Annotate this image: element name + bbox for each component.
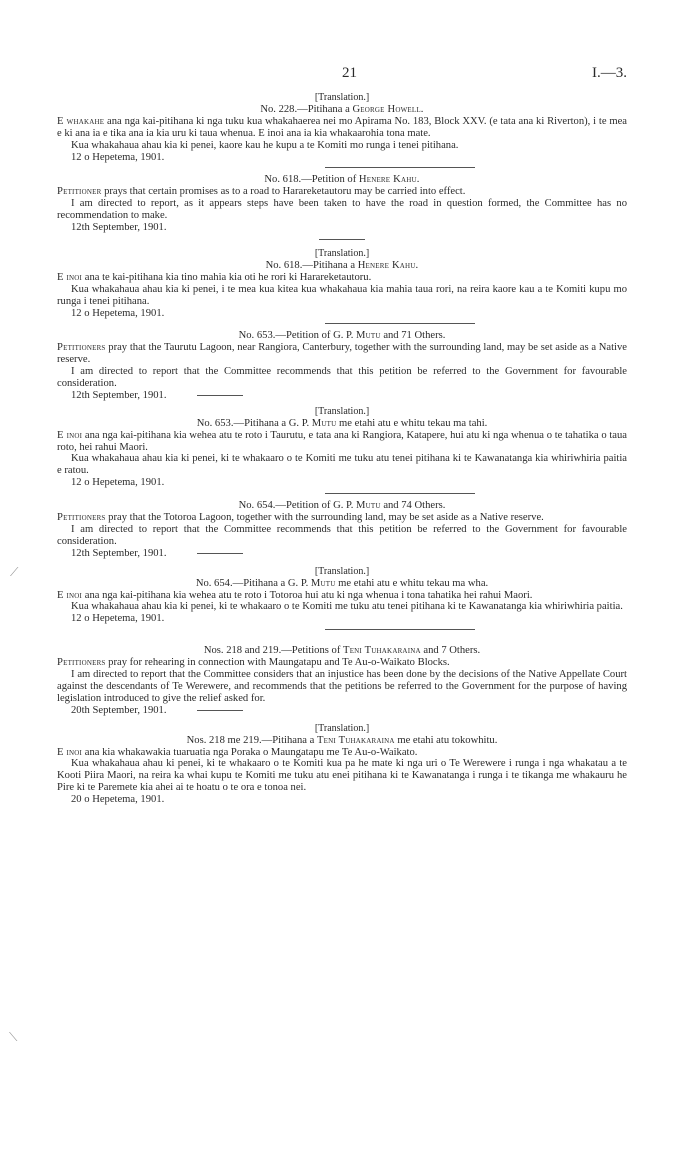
section-218-219-translation: [57, 723, 627, 806]
title-name: George Howell.: [352, 103, 424, 115]
petition-body: [57, 430, 627, 454]
section-title: [57, 578, 627, 590]
translation-label: [Translation.]: [314, 92, 370, 103]
title-prefix: Nos. 218 me 219.—Pitihana a: [186, 734, 315, 746]
title-prefix: No. 618.—Petition of: [264, 174, 357, 186]
title-name: Henere Kahu.: [357, 259, 419, 271]
report-date: 12 o Hepetema, 1901.: [71, 307, 165, 319]
section-divider: [325, 629, 475, 630]
date-text: 12th September, 1901.: [71, 389, 167, 401]
petition-body: [57, 272, 627, 284]
section-653: [57, 330, 627, 401]
section-218-219: [57, 645, 627, 716]
translation-divider: [197, 553, 243, 554]
date-text: 12 o Hepetema, 1901.: [71, 151, 165, 163]
body-text: pray for rehearing in connection with Maungatapu and Te Au-o-Waikato Blocks.: [105, 657, 450, 669]
translation-label: [Translation.]: [314, 722, 370, 734]
lead-word: Petitioners: [57, 512, 106, 524]
petition-body: [57, 186, 627, 198]
petition-body: [57, 512, 627, 524]
lead-word: E inoi: [57, 589, 83, 601]
title-suffix: me etahi atu e whitu tekau ma tahi.: [339, 417, 488, 429]
translation-divider: [319, 239, 365, 240]
section-title: [57, 418, 627, 430]
translation-divider: [197, 395, 243, 396]
title-name: Mutu: [356, 500, 381, 512]
title-prefix: Nos. 218 and 219.—Petitions of: [203, 645, 341, 657]
report-date: 12th September, 1901.: [71, 222, 167, 234]
section-title: [57, 645, 627, 657]
translation-label: [Translation.]: [314, 247, 370, 259]
title-prefix: No. 653.—Pitihana a G. P.: [196, 417, 310, 429]
body-text: pray that the Totoroa Lagoon, together with the surrounding land, may be set aside as a Native reserve.: [105, 512, 544, 524]
margin-mark: ⟋: [10, 565, 19, 579]
translation-label: [Translation.]: [314, 565, 370, 577]
lead-word: Petitioner: [57, 186, 102, 198]
report-date: [57, 548, 627, 560]
petition-body: [57, 116, 627, 140]
section-228-translation: [57, 92, 627, 163]
title-suffix: and 74 Others.: [383, 500, 446, 512]
title-name: Mutu: [310, 577, 336, 589]
petition-body: [57, 342, 627, 366]
title-name: Mutu: [311, 417, 337, 429]
title-name: Henere Kahu.: [358, 174, 420, 186]
section-title: [57, 330, 627, 342]
section-618-translation: [57, 248, 627, 319]
date-text: 20th September, 1901.: [71, 704, 167, 716]
petition-body: [57, 747, 627, 759]
title-prefix: No. 653.—Petition of G. P.: [238, 330, 354, 342]
lead-word: E inoi: [57, 746, 83, 758]
committee-report: Kua whakahaua ahau ki penei, ki te whakaaro o te Komiti kua pa he mate ki nga uri o Te Werewere i runga i nga whakatau a te Kooti Piira Maori, na reira ka whai kupu te Komiti me tuku atu enei pitihana ki te Kawanatanga i runga i te tikanga me whakauru he Pire ki te Paremete kia ahei ai te hoatu o te ora e tonoa nei.: [57, 758, 627, 794]
body-text: pray that the Taurutu Lagoon, near Rangiora, Canterbury, together with the surrounding land, may be set aside as a Native reserve.: [57, 342, 627, 366]
date-text: 12th September, 1901.: [71, 547, 167, 559]
lead-word: Petitioners: [57, 342, 106, 354]
section-title: [57, 174, 627, 186]
title-name: Teni Tuhakaraina: [343, 645, 421, 657]
body-text: ana nga kai-pitihana kia wehea atu te roto i Totoroa hui atu ki nga whenua i tona tahatika hei rahui Maori.: [82, 589, 533, 601]
committee-report: Kua whakahaua ahau kia ki penei, ki te whakaaro o te Komiti me tuku atu tenei pitihana ki te Kawanatanga kia whiriwhiria paitia.: [71, 601, 623, 613]
lead-word: E whakahe: [57, 115, 105, 127]
committee-report: I am directed to report that the Committee recommends that this petition be referred to the Government for favourable consideration.: [57, 524, 627, 547]
margin-mark: ⟍: [9, 1030, 18, 1044]
report-date: 12 o Hepetema, 1901.: [71, 477, 165, 489]
section-618: [57, 174, 627, 234]
title-prefix: No. 618.—Pitihana a: [265, 259, 356, 271]
translation-divider: [197, 710, 243, 711]
committee-report: I am directed to report, as it appears steps have been taken to have the road in question formed, the Committee has no recommendation to make.: [57, 198, 627, 222]
report-date: [57, 152, 627, 164]
report-date: [57, 705, 627, 717]
body-text: ana nga kai-pitihana kia wehea atu te roto i Taurutu, e tata ana ki Rangiora, Katapere, hui atu ki nga whenua o te tahatika o taua roto, hei rahui Maori.: [57, 429, 627, 453]
committee-report: Kua whakahaua ahau kia ki penei, ki te whakaaro o te Komiti me tuku atu tenei pitihana ki te Kawanatanga kia whiriwhiria paitia e ratou.: [57, 453, 627, 477]
title-prefix: No. 228.—Pitihana a: [260, 103, 350, 115]
title-suffix: me etahi atu e whitu tekau ma wha.: [338, 577, 489, 589]
body-text: ana kia whakawakia tuaruatia nga Poraka o Maungatapu me Te Au-o-Waikato.: [82, 746, 418, 758]
lead-word: E inoi: [57, 429, 83, 441]
section-title: [57, 104, 627, 116]
report-date: 20 o Hepetema, 1901.: [71, 794, 165, 806]
section-title: [57, 735, 627, 747]
body-text: ana nga kai-pitihana ki nga tuku kua whakahaerea nei mo Apirama No. 183, Block XXV. (e tata ana ki Riverton), i te mea e ki ana ia e tika ana ia kia uru ki taua whenua. E inoi ana ia kia whakaarohia tona mate.: [57, 115, 627, 139]
section-title: [57, 260, 627, 272]
report-date: [57, 390, 627, 402]
title-suffix: and 7 Others.: [423, 645, 481, 657]
translation-label: [Translation.]: [314, 405, 370, 417]
section-653-translation: [57, 406, 627, 489]
lead-word: E inoi: [57, 271, 83, 283]
body-text: prays that certain promises as to a road to Harareketautoru may be carried into effect.: [101, 186, 466, 198]
lead-word: Petitioners: [57, 657, 106, 669]
committee-report: Kua whakahaua ahau kia ki penei, i te mea kua kitea kua whakahaua kia mahia taua rori, na reira kaore kau a te Komiti kupu mo runga i tenei pitihana.: [57, 283, 627, 307]
document-page: [57, 66, 627, 806]
section-654: [57, 500, 627, 560]
section-divider: [325, 167, 475, 168]
title-name: Teni Tuhakaraina: [316, 734, 395, 746]
title-prefix: No. 654.—Pitihana a G. P.: [195, 577, 309, 589]
page-header: [57, 66, 627, 92]
petition-body: [57, 657, 627, 669]
section-654-translation: [57, 566, 627, 626]
page-number: 21: [342, 65, 357, 81]
report-date: 12 o Hepetema, 1901.: [71, 613, 165, 625]
petition-body: [57, 590, 627, 602]
section-divider: [325, 493, 475, 494]
committee-report: Kua whakahaua ahau kia ki penei, kaore kau he kupu a te Komiti mo runga i tenei pitihana.: [71, 139, 459, 151]
title-suffix: me etahi atu tokowhitu.: [397, 734, 498, 746]
section-divider: [325, 323, 475, 324]
title-suffix: and 71 Others.: [383, 330, 446, 342]
body-text: ana te kai-pitihana kia tino mahia kia oti he rori ki Harareketautoru.: [82, 271, 372, 283]
committee-report: I am directed to report that the Committee considers that an injustice has been done by the decisions of the Native Appellate Court against the descendants of Te Werewere, and recommends that the petitions be referred to the Government for the purpose of having legislation introduced to give the relief asked for.: [57, 669, 627, 704]
paper-reference: I.—3.: [592, 65, 627, 81]
title-name: Mutu: [356, 330, 381, 342]
title-prefix: No. 654.—Petition of G. P.: [238, 500, 354, 512]
section-title: [57, 500, 627, 512]
committee-report: I am directed to report that the Committee recommends that this petition be referred to the Government for favourable consideration.: [57, 366, 627, 390]
